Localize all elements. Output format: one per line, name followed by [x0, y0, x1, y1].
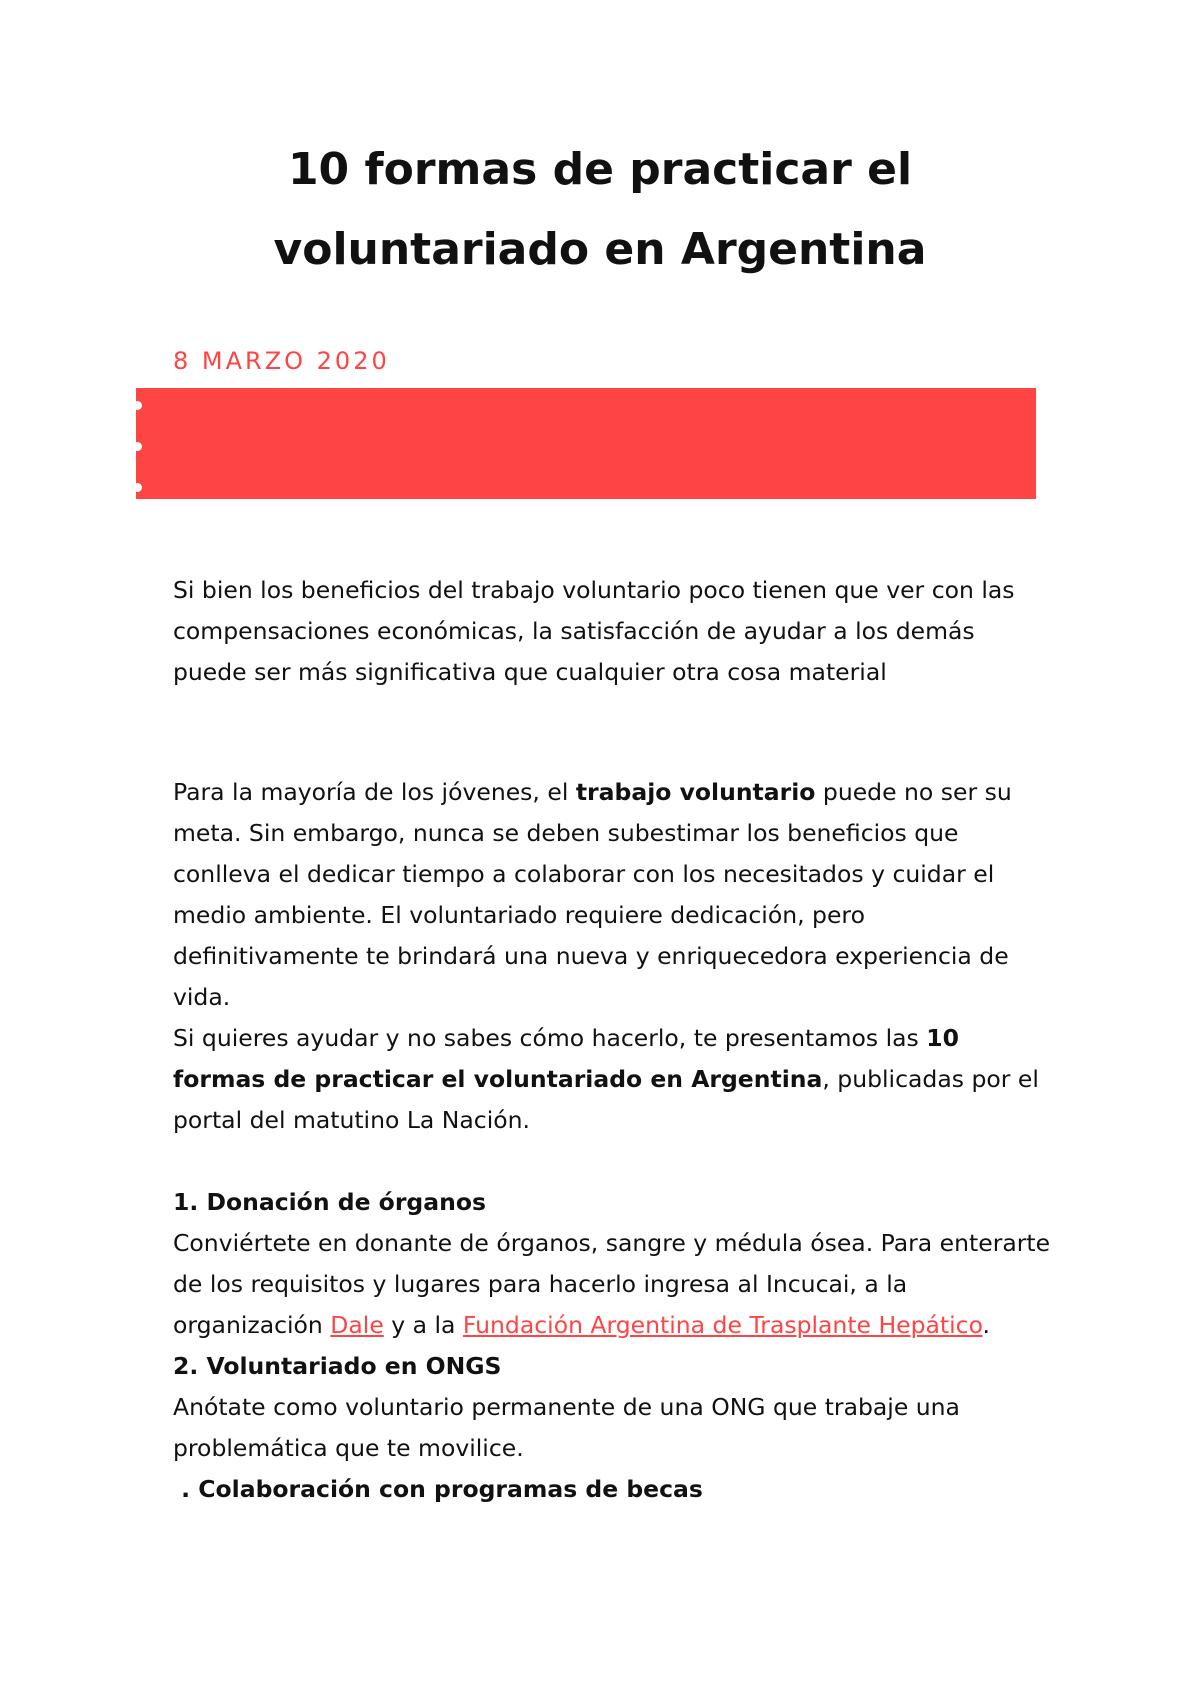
item-1-text-b: y a la: [383, 1311, 463, 1339]
title-line-2: voluntariado en Argentina: [273, 224, 927, 275]
link-fundacion-trasplante[interactable]: Fundación Argentina de Trasplante Hepático: [462, 1311, 983, 1339]
item-3-heading: . Colaboración con programas de becas: [173, 1475, 703, 1503]
p2-bold: 10 formas de practicar el voluntariado en Argentina: [173, 1024, 959, 1093]
banner-bullet-list: [133, 388, 145, 499]
item-1-heading: 1. Donación de órganos: [173, 1188, 486, 1216]
p2-text-a: Si quieres ayudar y no sabes cómo hacerlo, te presentamos las: [173, 1024, 927, 1052]
p1-bold: trabajo voluntario: [575, 778, 816, 806]
p1-text-a: Para la mayoría de los jóvenes, el: [173, 778, 576, 806]
p2-text-b: , publicadas por el portal del matutino La Nación.: [173, 1065, 1039, 1134]
list-section: [173, 1182, 1053, 1510]
p1-text-b: puede no ser su meta. Sin embargo, nunca se deben subestimar los beneficios que conlleva el dedicar tiempo a colaborar con los necesitados y cuidar el medio ambiente. El voluntariado requiere dedicación, pero definitivamente te brindará una nueva y enriquecedora experiencia de vida.: [173, 778, 1012, 1011]
bullet-dot: [133, 442, 142, 451]
item-1-text-a: Conviértete en donante de órganos, sangre y médula ósea. Para enterarte de los requisitos y lugares para hacerlo ingresa al Incucai, a la organización: [173, 1229, 1051, 1339]
item-2-text: Anótate como voluntario permanente de una ONG que trabaje una problemática que te movilice.: [173, 1393, 960, 1462]
bullet-dot: [133, 483, 142, 492]
red-banner: [136, 388, 1036, 499]
link-dale[interactable]: Dale: [330, 1311, 384, 1339]
item-2-heading: 2. Voluntariado en ONGS: [173, 1352, 502, 1380]
intro-paragraph: Si bien los beneficios del trabajo voluntario poco tienen que ver con las compensaciones económicas, la satisfacción de ayudar a los demás puede ser más significativa que cualquier otra cosa material: [173, 576, 1015, 686]
page-title: [0, 130, 1200, 290]
paragraph-1: [173, 772, 1053, 1018]
paragraph-2: [173, 1018, 1053, 1141]
post-date: 8 MARZO 2020: [173, 347, 390, 375]
bullet-dot: [133, 401, 142, 410]
item-1-text-c: .: [982, 1311, 991, 1339]
title-line-1: 10 formas de practicar el: [287, 144, 913, 195]
